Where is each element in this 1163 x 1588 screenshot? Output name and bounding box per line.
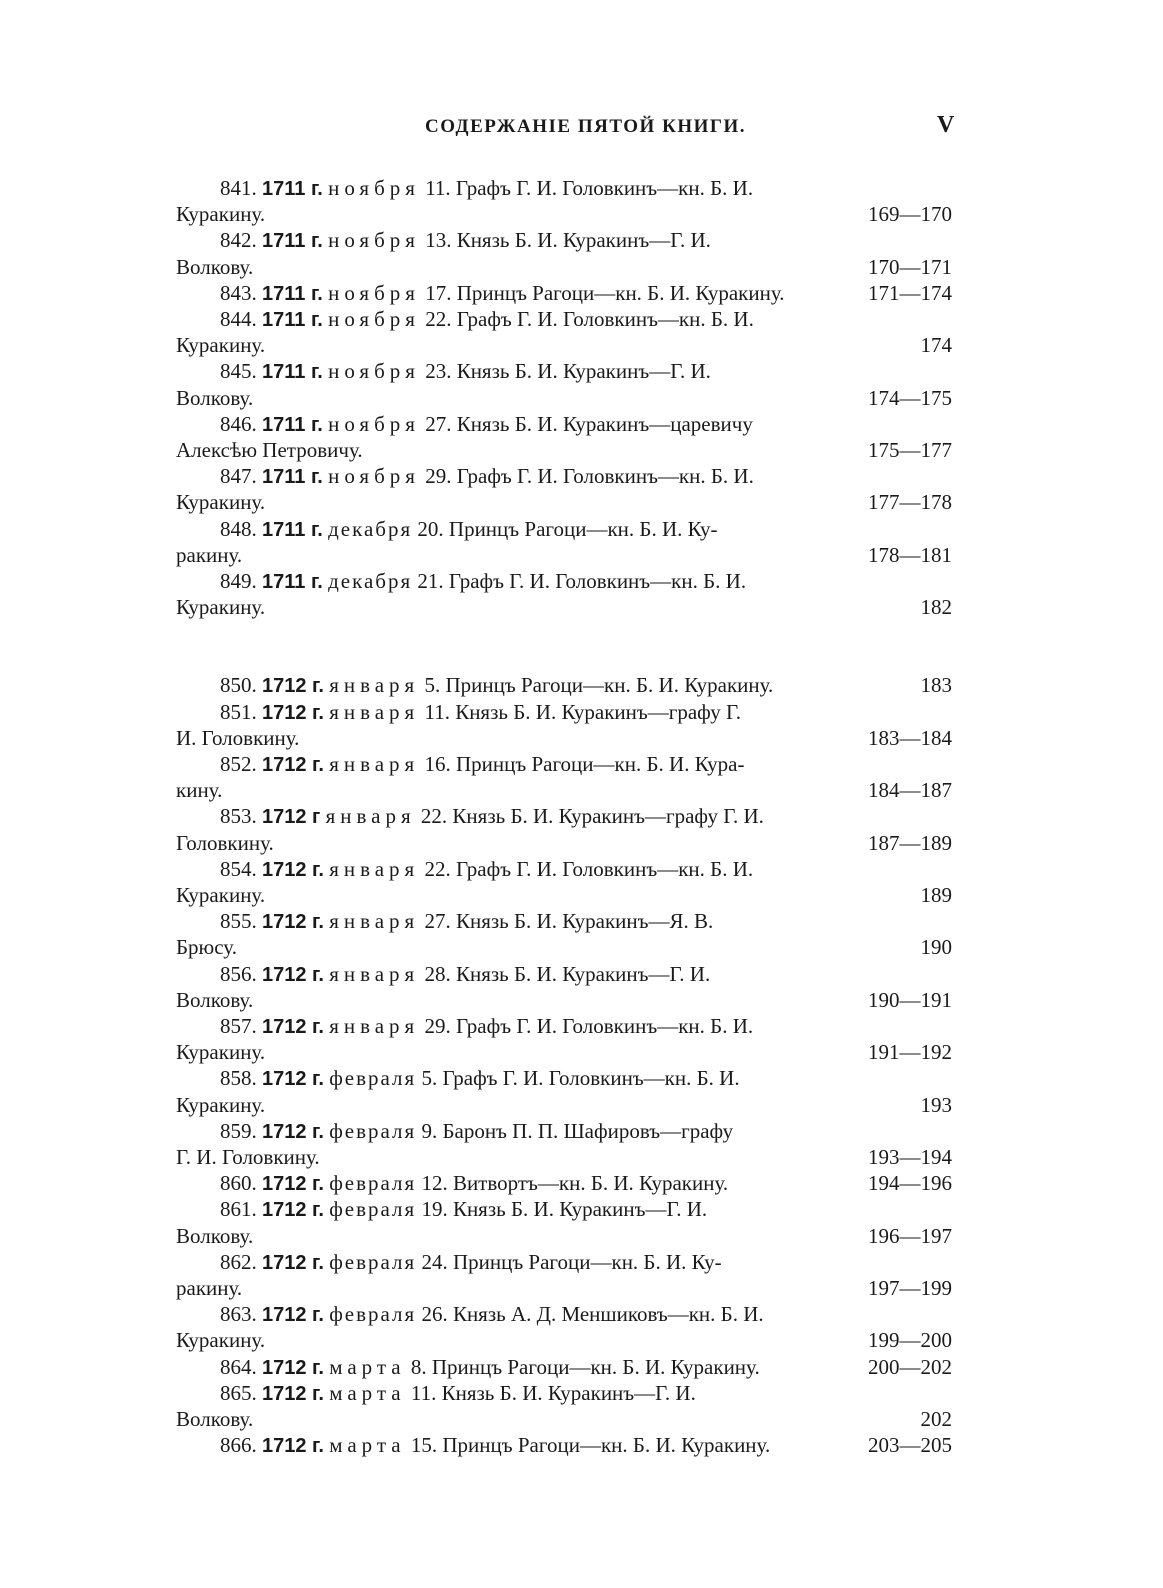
entry-description: 16. Принцъ Рагоци—кн. Б. И. Кура- [424,752,745,776]
toc-line-continuation [176,332,966,359]
toc-line-continuation [176,882,966,909]
entry-number: 861. [220,1197,257,1222]
entry-continuation: Куракину. [176,333,266,358]
entry-year: 1712 г. [262,1068,324,1091]
entry-number: 841. [220,176,257,200]
toc-line [176,672,966,699]
entry-number: 848. [220,516,257,541]
entry-year: 1712 г. [262,1120,324,1143]
toc-line [176,1065,966,1092]
entry-number: 858. [220,1066,257,1091]
entry-description: 21. Графъ Г. И. Головкинъ—кн. Б. И. [417,569,747,593]
entry-year: 1712 г. [262,675,324,698]
entry-year: 1711 г. [262,230,323,253]
toc-line [176,1170,966,1197]
entry-month: ноября [328,411,420,436]
entry-year: 1711 г. [262,466,323,489]
toc-line-continuation [176,489,966,516]
toc-line [176,961,966,988]
entry-month: февраля [329,1066,417,1091]
toc-line-continuation [176,725,966,752]
toc-line-continuation [176,1092,966,1119]
entry-pages: 196—197 [868,1223,952,1248]
toc-line [176,411,966,438]
toc-line-continuation [176,934,966,961]
toc-line [176,803,966,830]
entry-continuation: Волкову. [176,1407,254,1431]
entry-year: 1711 г. [262,178,323,200]
toc-entry-text [220,411,850,439]
entry-continuation: И. Головкину. [176,725,300,750]
toc-line-continuation [176,201,966,228]
toc-line-continuation [176,1144,966,1171]
entry-number: 859. [220,1118,257,1143]
entry-pages: 174 [920,333,952,358]
entry-description: 29. Графъ Г. И. Головкинъ—кн. Б. И. [424,1014,754,1038]
entry-month: ноября [328,359,420,384]
entry-description: 19. Князь Б. И. Куракинъ—Г. И. [421,1197,708,1222]
toc-line-continuation [176,777,966,804]
entry-month: января [329,699,420,724]
entry-pages: 191—192 [868,1040,952,1065]
toc-line [176,306,966,333]
entry-number: 857. [220,1014,257,1038]
entry-year: 1712 г. [262,1304,324,1327]
entry-month: ноября [328,464,420,489]
toc-line [176,463,966,490]
entry-description: 27. Князь Б. И. Куракинъ—царевичу [425,411,753,436]
toc-entry-text [220,908,850,936]
entry-continuation: Волкову. [176,1223,254,1248]
entry-number: 851. [220,699,257,724]
entry-pages: 177—178 [868,490,952,515]
entry-month: января [329,673,420,698]
entry-number: 854. [220,856,257,881]
entry-continuation: ракину. [176,542,243,567]
entry-pages: 203—205 [868,1433,952,1458]
toc-line-continuation [176,437,966,464]
toc-line-continuation [176,385,966,412]
toc-entry-text [220,856,850,884]
entry-number: 843. [220,280,257,305]
toc-line [176,1432,966,1459]
entry-continuation: Куракину. [176,490,266,515]
toc-entry-text [220,1432,850,1460]
entry-continuation: Куракину. [176,1040,266,1065]
entry-pages: 197—199 [868,1276,952,1300]
entry-pages: 171—174 [868,280,952,305]
entry-pages: 194—196 [868,1171,952,1196]
toc-entry-text [220,1249,850,1277]
entry-month: января [329,1014,420,1038]
entry-year: 1712 г. [262,1356,324,1379]
entry-number: 846. [220,411,257,436]
toc-line-continuation [176,254,966,281]
toc-entry-text [220,803,850,831]
entry-year: 1712 г. [262,701,324,724]
entry-number: 862. [220,1249,257,1274]
entry-continuation: Куракину. [176,1092,266,1117]
entry-pages: 187—189 [868,830,952,855]
entry-year: 1712 г. [262,1173,324,1196]
entry-pages: 184—187 [868,778,952,803]
entry-year: 1711 г. [262,361,323,384]
entry-year: 1712 г. [262,1435,324,1458]
entry-pages: 175—177 [868,438,952,462]
toc-entry-text [220,1118,850,1146]
toc-line [176,1013,966,1040]
entry-continuation: Г. И. Головкину. [176,1145,320,1169]
entry-number: 865. [220,1380,257,1405]
entry-description: 22. Князь Б. И. Куракинъ—графу Г. И. [420,804,764,829]
entry-number: 866. [220,1433,257,1458]
entry-continuation: Куракину. [176,1328,266,1353]
entry-year: 1712 г. [262,1251,324,1274]
toc-entry-text [220,358,850,386]
toc-entry-text [220,1380,850,1408]
toc-entry-text [220,568,850,596]
entry-continuation: кину. [176,778,223,803]
toc-line-continuation [176,1039,966,1066]
entry-pages: 170—171 [868,254,952,279]
entry-month: ноября [328,307,420,331]
entry-year: 1712 г. [262,911,324,934]
toc-line-continuation [176,542,966,569]
entry-number: 860. [220,1171,257,1196]
entry-month: февраля [329,1302,417,1327]
toc-entry-text [220,961,850,989]
entry-description: 9. Баронъ П. П. Шафировъ—графу [421,1118,734,1143]
entry-continuation: Волкову. [176,254,254,279]
toc-entry-text [220,516,850,544]
toc-entry-text [220,699,850,727]
toc-line [176,1301,966,1328]
entry-year: 1712 г. [262,1199,324,1222]
toc-line [176,1196,966,1223]
entry-pages: 178—181 [868,542,952,567]
entry-month: февраля [329,1249,417,1274]
entry-pages: 190—191 [868,987,952,1012]
toc-line-continuation [176,1406,966,1433]
entry-continuation: Волкову. [176,987,254,1012]
toc-line [176,1380,966,1407]
entry-month: декабря [328,569,413,593]
entry-month: февраля [329,1118,417,1143]
entry-description: 13. Князь Б. И. Куракинъ—Г. И. [425,228,711,253]
toc-line-continuation [176,594,966,621]
entry-number: 853. [220,804,257,829]
entry-number: 849. [220,569,257,593]
entry-month: марта [329,1380,406,1405]
toc-line [176,699,966,726]
toc-line [176,856,966,883]
entry-year: 1712 г [262,806,321,829]
toc-entry-text [220,1013,850,1041]
toc-line-continuation [176,1223,966,1250]
entry-number: 844. [220,307,257,331]
entry-description: 24. Принцъ Рагоци—кн. Б. И. Ку- [421,1249,722,1274]
entry-number: 842. [220,228,257,253]
entry-pages: 183 [920,673,952,698]
entry-year: 1711 г. [262,309,323,331]
entry-description: 26. Князь А. Д. Меншиковъ—кн. Б. И. [421,1302,764,1327]
entry-year: 1712 г. [262,754,324,776]
entry-pages: 189 [920,883,952,907]
entry-pages: 169—170 [868,202,952,227]
page-title: СОДЕРЖАНІЕ ПЯТОЙ КНИГИ. [425,116,747,137]
entry-number: 864. [220,1354,257,1379]
entry-number: 855. [220,909,257,934]
entry-month: ноября [328,280,420,305]
entry-continuation: Куракину. [176,883,266,907]
entry-month: января [329,856,420,881]
entry-month: марта [329,1354,406,1379]
entry-pages: 193 [920,1092,952,1117]
entry-month: февраля [329,1171,417,1196]
entry-year: 1711 г. [262,518,323,541]
entry-year: 1712 г. [262,1382,324,1405]
entry-month: марта [329,1433,406,1458]
entry-description: 22. Графъ Г. И. Головкинъ—кн. Б. И. [424,856,754,881]
entry-year: 1711 г. [262,413,323,436]
toc-line [176,568,966,595]
entry-description: 11. Графъ Г. И. Головкинъ—кн. Б. И. [425,176,754,200]
entry-description: 5. Графъ Г. И. Головкинъ—кн. Б. И. [421,1066,740,1091]
entry-continuation: Волкову. [176,385,254,410]
toc-line-continuation [176,987,966,1014]
entry-description: 17. Принцъ Рагоци—кн. Б. И. Куракину. [425,280,785,305]
toc-line-continuation [176,830,966,857]
toc-entry-text [220,280,850,308]
entry-month: января [329,961,420,986]
toc-line [176,1249,966,1276]
toc-line [176,1354,966,1381]
entry-year: 1712 г. [262,1016,324,1038]
entry-continuation: Алексѣю Петровичу. [176,438,363,462]
toc-line-continuation [176,1327,966,1354]
entry-description: 28. Князь Б. И. Куракинъ—Г. И. [424,961,711,986]
entry-month: января [329,752,420,776]
entry-pages: 193—194 [868,1145,952,1169]
entry-pages: 183—184 [868,725,952,750]
toc-entry-text [220,1170,850,1198]
entry-month: января [329,909,420,934]
toc-line [176,227,966,254]
entry-description: 8. Принцъ Рагоци—кн. Б. И. Куракину. [410,1354,760,1379]
entry-continuation: Брюсу. [176,935,237,960]
toc-line [176,358,966,385]
entry-continuation: Головкину. [176,830,274,855]
toc-line [176,280,966,307]
entry-number: 847. [220,464,257,489]
entry-description: 23. Князь Б. И. Куракинъ—Г. И. [425,359,711,384]
entry-month: декабря [328,516,413,541]
toc-entry-text [220,1301,850,1329]
entry-month: ноября [328,176,420,200]
entry-month: января [325,804,416,829]
entry-description: 11. Князь Б. И. Куракинъ—графу Г. [424,699,742,724]
entry-pages: 182 [920,595,952,620]
toc-entry-text [220,1065,850,1093]
toc-line [176,516,966,543]
entry-pages: 200—202 [868,1354,952,1379]
entry-description: 15. Принцъ Рагоци—кн. Б. И. Куракину. [410,1433,771,1458]
entry-continuation: Куракину. [176,202,266,227]
entry-description: 22. Графъ Г. И. Головкинъ—кн. Б. И. [425,307,754,331]
toc-entry-text [220,306,850,334]
toc-entry-text [220,1196,850,1224]
entry-year: 1711 г. [262,282,323,305]
entry-continuation: ракину. [176,1276,243,1300]
toc-line [176,908,966,935]
entry-month: ноября [328,228,420,253]
entry-pages: 174—175 [868,385,952,410]
entry-month: февраля [329,1197,417,1222]
toc-line [176,175,966,202]
entry-pages: 199—200 [868,1328,952,1353]
entry-description: 11. Князь Б. И. Куракинъ—Г. И. [410,1380,696,1405]
entry-continuation: Куракину. [176,595,266,620]
entry-description: 27. Князь Б. И. Куракинъ—Я. В. [424,909,714,934]
entry-description: 12. Витвортъ—кн. Б. И. Куракину. [421,1171,729,1196]
entry-number: 852. [220,752,257,776]
entry-number: 863. [220,1302,257,1327]
toc-entry-text [220,1354,850,1382]
page-number: V [937,112,955,138]
entry-number: 850. [220,673,257,698]
entry-description: 5. Принцъ Рагоци—кн. Б. И. Куракину. [424,673,774,698]
toc-line [176,1118,966,1145]
entry-description: 29. Графъ Г. И. Головкинъ—кн. Б. И. [425,464,754,489]
entry-year: 1712 г. [262,858,324,881]
toc-entry-text [220,672,850,700]
toc-entry-text [220,463,850,491]
toc-entry-text [220,227,850,255]
toc-entry-text [220,175,850,203]
entry-year: 1711 г. [262,571,323,593]
toc-entry-text [220,751,850,779]
entry-pages: 202 [920,1407,952,1431]
entry-number: 856. [220,961,257,986]
entry-description: 20. Принцъ Рагоци—кн. Б. И. Ку- [417,516,718,541]
entry-number: 845. [220,359,257,384]
entry-year: 1712 г. [262,963,324,986]
toc-line [176,751,966,778]
entry-pages: 190 [920,935,952,960]
toc-line-continuation [176,1275,966,1302]
